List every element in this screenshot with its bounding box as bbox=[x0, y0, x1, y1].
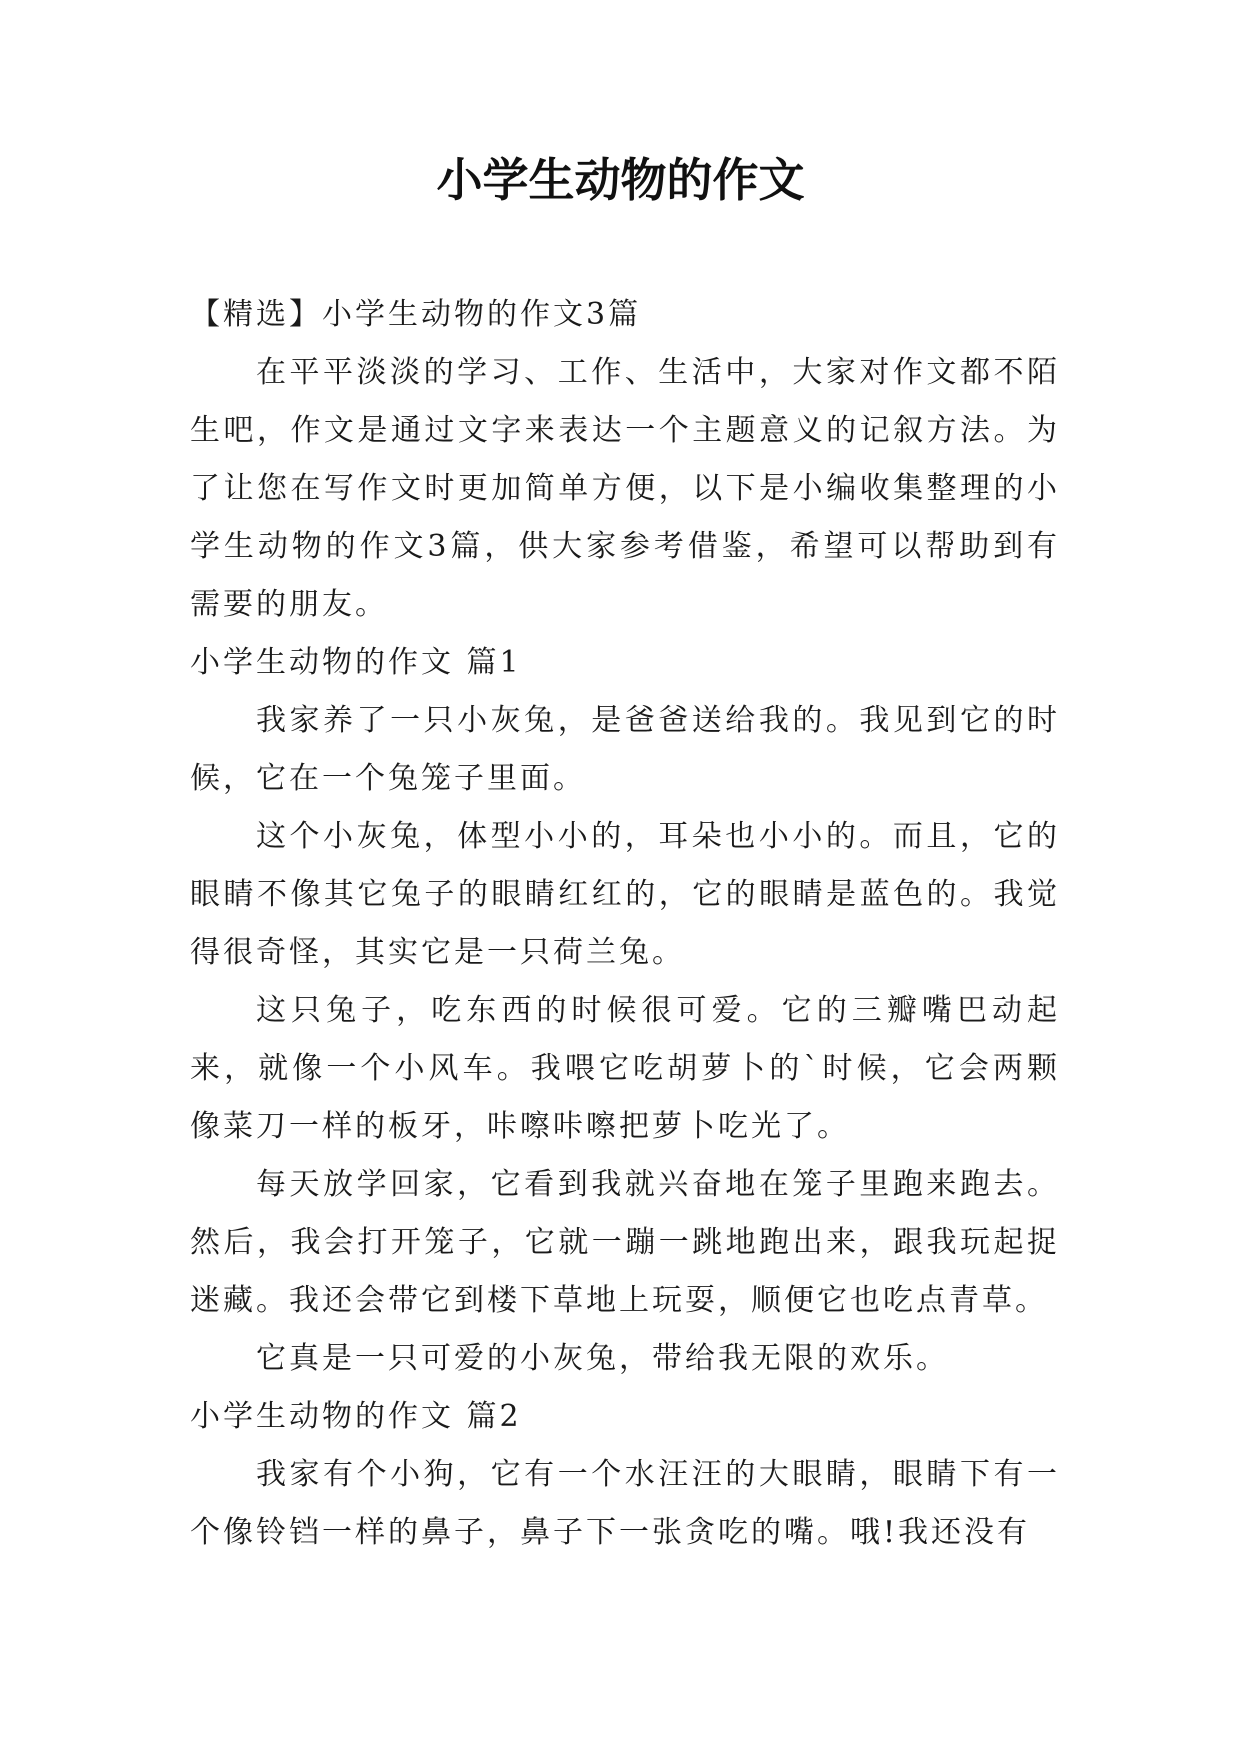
document-body bbox=[190, 286, 1060, 1562]
intro-paragraph: 在平平淡淡的学习、工作、生活中，大家对作文都不陌生吧，作文是通过文字来表达一个主题意义的记叙方法。为了让您在写作文时更加简单方便，以下是小编收集整理的小学生动物的作文3篇，供大家参考借鉴，希望可以帮助到有需要的朋友。 bbox=[190, 355, 1060, 622]
intro-line: 【精选】小学生动物的作文3篇 bbox=[190, 297, 642, 332]
essay-1-paragraph: 这只兔子，吃东西的时候很可爱。它的三瓣嘴巴动起来，就像一个小风车。我喂它吃胡萝卜的`时候，它会两颗像菜刀一样的板牙，咔嚓咔嚓把萝卜吃光了。 bbox=[190, 993, 1060, 1144]
essay-2-heading: 小学生动物的作文 篇2 bbox=[190, 1399, 522, 1434]
essay-1-paragraph: 我家养了一只小灰兔，是爸爸送给我的。我见到它的时候，它在一个兔笼子里面。 bbox=[190, 703, 1060, 796]
essay-1-heading: 小学生动物的作文 篇1 bbox=[190, 645, 522, 680]
essay-1-paragraph: 每天放学回家，它看到我就兴奋地在笼子里跑来跑去。然后，我会打开笼子，它就一蹦一跳地跑出来，跟我玩起捉迷藏。我还会带它到楼下草地上玩耍，顺便它也吃点青草。 bbox=[190, 1167, 1060, 1318]
document-title: 小学生动物的作文 bbox=[436, 153, 805, 207]
essay-1-paragraph: 它真是一只可爱的小灰兔，带给我无限的欢乐。 bbox=[256, 1341, 949, 1376]
essay-1-paragraph: 这个小灰兔，体型小小的，耳朵也小小的。而且，它的眼睛不像其它兔子的眼睛红红的，它的眼睛是蓝色的。我觉得很奇怪，其实它是一只荷兰兔。 bbox=[190, 819, 1060, 970]
essay-2-paragraph: 我家有个小狗，它有一个水汪汪的大眼睛，眼睛下有一个像铃铛一样的鼻子，鼻子下一张贪吃的嘴。哦!我还没有 bbox=[190, 1457, 1060, 1550]
